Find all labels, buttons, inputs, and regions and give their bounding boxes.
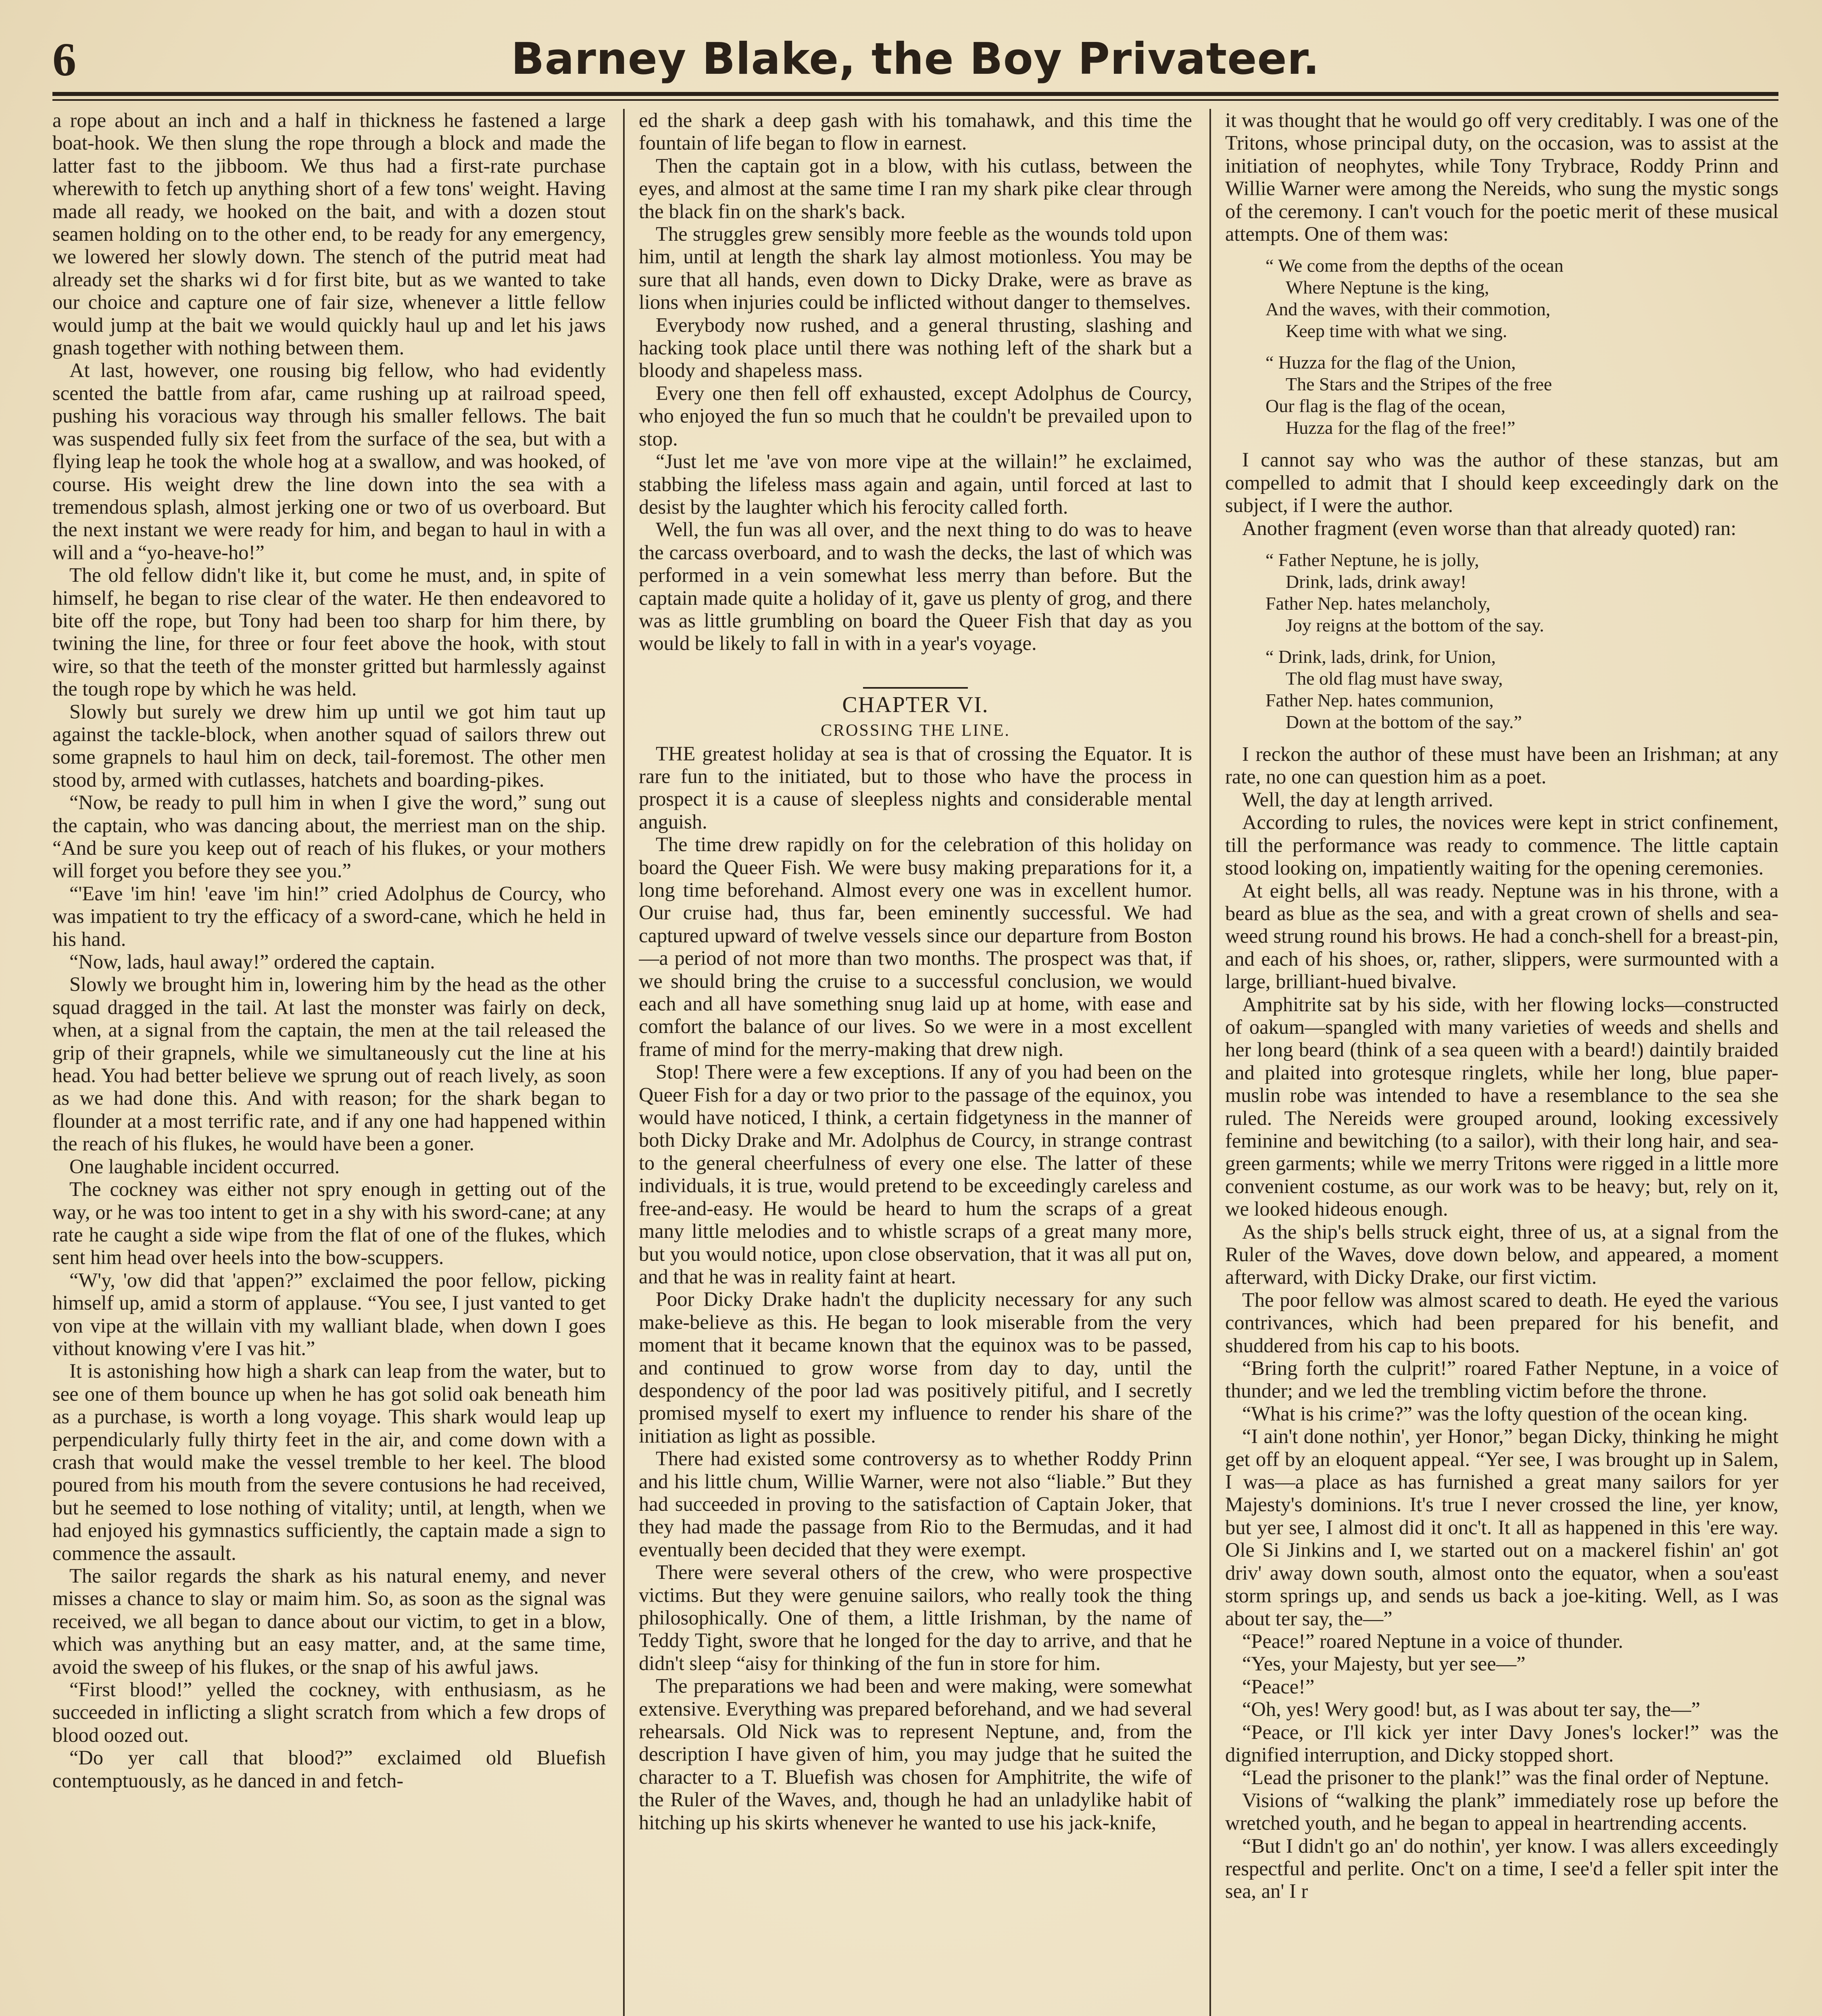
verse-line: Father Nep. hates melancholy, (1265, 593, 1491, 614)
paragraph: The time drew rapidly on for the celebration of this holiday on board the Queer Fish. We were busy making preparations for it, a long time beforehand. Almost every one was in excellent humor. Our cruise had, thus far, been eminently successful. We had captured upward of twelve vessels since our departure from Boston—a period of not more than two months. The prospect was that, if we should bring the cruise to a successful conclusion, we would each and all have something snug laid up at home, with ease and comfort the balance of our lives. So we were in a most excellent frame of mind for the merry-making that drew nigh. (639, 833, 1192, 1060)
paragraph: “Do yer call that blood?” exclaimed old Bluefish contemptuously, as he danced in and fetch- (52, 1746, 606, 1792)
verse (1265, 646, 1778, 733)
paragraph: “Peace!” (1242, 1675, 1315, 1698)
paragraph: “Just let me 'ave von more vipe at the willain!” he exclaimed, stabbing the lifeless mass again and again, until forced at last to desist by the laughter which his ferocity called forth. (639, 450, 1192, 518)
paragraph: Every one then fell off exhausted, except Adolphus de Courcy, who enjoyed the fun so much that he couldn't be prevailed upon to stop. (639, 381, 1192, 450)
column-3 (1225, 109, 1778, 2016)
verse (1265, 352, 1778, 439)
paragraph: I reckon the author of these must have been an Irishman; at any rate, no one can question him as a poet. (1225, 743, 1778, 788)
paragraph: “What is his crime?” was the lofty question of the ocean king. (1242, 1402, 1748, 1425)
verse-line: The Stars and the Stripes of the free (1286, 374, 1552, 395)
verse-line: “ Drink, lads, drink, for Union, (1265, 646, 1496, 667)
chapter-subtitle: CROSSING THE LINE. (821, 721, 1010, 740)
verse-line: Our flag is the flag of the ocean, (1265, 396, 1506, 417)
paragraph: “Peace, or I'll kick yer inter Davy Jones's locker!” was the dignified interruption, and Dicky stopped short. (1225, 1720, 1778, 1766)
paragraph: Slowly we brought him in, lowering him by the head as the other squad dragged in the tail. At last the monster was fairly on deck, when, at a signal from the captain, the men at the tail released the grip of their grapnels, while we simultaneously cut the line at his head. You had better believe we sprung out of reach lively, as soon as we had done this. And with reason; for the shark began to flounder at a most terrific rate, and if any one had happened within the reach of his flukes, he would have been a goner. (52, 973, 606, 1155)
paragraph: “'Eave 'im hin! 'eave 'im hin!” cried Adolphus de Courcy, who was impatient to try the efficacy of a sword-cane, which he held in his hand. (52, 882, 606, 950)
paragraph: Everybody now rushed, and a general thrusting, slashing and hacking took place until there was nothing left of the shark but a bloody and shapeless mass. (639, 313, 1192, 382)
paragraph: The poor fellow was almost scared to death. He eyed the various contrivances, which had been prepared for his benefit, and shuddered from his cap to his boots. (1225, 1288, 1778, 1357)
paragraph: There had existed some controversy as to whether Roddy Prinn and his little chum, Willie Warner, were not also “liable.” But they had succeeded in proving to the satisfaction of Captain Joker, that they had made the passage from Rio to the Bermudas, and it had eventually been decided that they were exempt. (639, 1447, 1192, 1561)
paragraph: “Now, lads, haul away!” ordered the captain. (69, 950, 435, 973)
running-title: Barney Blake, the Boy Privateer. (511, 34, 1320, 84)
paragraph: It is astonishing how high a shark can leap from the water, but to see one of them bounce up when he has got solid oak beneath him as a purchase, is worth a long voyage. This shark would leap up perpendicularly fully thirty feet in the air, and come down with a crash that would make the vessel tremble to her keel. The blood poured from his mouth from the severe contusions he had received, but he seemed to lose nothing of vitality; until, at length, when we had enjoyed his gymnastics sufficiently, the captain made a sign to commence the assault. (52, 1360, 606, 1564)
paragraph: THE greatest holiday at sea is that of crossing the Equator. It is rare fun to the initiated, but to those who have the process in prospect it is a cause of sleepless nights and considerable mental anguish. (639, 742, 1192, 833)
paragraph: The preparations we had been and were making, were somewhat extensive. Everything was prepared beforehand, and we had several rehearsals. Old Nick was to represent Neptune, and, from the description I have given of him, you may judge that he suited the character to a T. Bluefish was chosen for Amphitrite, the wife of the Ruler of the Waves, and, though he had an unladylike habit of hitching up his skirts whenever he wanted to use his jack-knife, (639, 1674, 1192, 1834)
chapter-rule (863, 687, 968, 689)
paragraph: Then the captain got in a blow, with his cutlass, between the eyes, and almost at the same time I ran my shark pike clear through the black fin on the shark's back. (639, 154, 1192, 223)
paragraph: Amphitrite sat by his side, with her flowing locks—constructed of oakum—spangled with many varieties of weeds and shells and her long beard (think of a sea queen with a beard!) daintily braided and plaited into grotesque ringlets, while her long, blue paper-muslin robe was intended to have a resemblance to the sea she ruled. The Nereids were grouped around, looking excessively feminine and bewitching (to a sailor), with their long hair, and sea-green garments; while we merry Tritons were rigged in a little more convenient costume, as our work was to be heavy; but, rely on it, we looked hideous enough. (1225, 993, 1778, 1220)
verse-line: Father Nep. hates communion, (1265, 690, 1494, 711)
verse-line: “ Father Neptune, he is jolly, (1265, 550, 1479, 571)
text-columns (52, 109, 1778, 2016)
verse (1265, 255, 1778, 342)
paragraph: “Lead the prisoner to the plank!” was the final order of Neptune. (1242, 1766, 1769, 1789)
paragraph: As the ship's bells struck eight, three of us, at a signal from the Ruler of the Waves, dove down below, and appeared, a moment afterward, with Dicky Drake, our first victim. (1225, 1220, 1778, 1289)
page-header (52, 28, 1778, 93)
header-rule-thin (52, 99, 1778, 101)
paragraph: At eight bells, all was ready. Neptune was in his throne, with a beard as blue as the sea, and with a great crown of shells and sea-weed strung round his brows. He had a conch-shell for a breast-pin, and each of his shoes, or, rather, slippers, were surmounted with a large, brilliant-hued bivalve. (1225, 879, 1778, 993)
paragraph: a rope about an inch and a half in thickness he fastened a large boat-hook. We then slung the rope through a block and made the latter fast to the jibboom. We thus had a first-rate purchase wherewith to fetch up anything short of a few tons' weight. Having made all ready, we hooked on the bait, and with a dozen stout seamen holding on to the other end, to be ready for any emergency, we lowered her slowly down. The stench of the putrid meat had already set the sharks wi d for first bite, but as we wanted to take our choice and capture one of fair size, whenever a little fellow would jump at the bait we would quickly haul up and let his jaws gnash together with nothing between them. (52, 109, 606, 359)
paragraph: The struggles grew sensibly more feeble as the wounds told upon him, until at length the shark lay almost motionless. You may be sure that all hands, even down to Dicky Drake, were as brave as lions when injuries could be inflicted without danger to themselves. (639, 223, 1192, 314)
chapter-heading (639, 687, 1192, 742)
verse-line: Joy reigns at the bottom of the say. (1286, 615, 1544, 636)
paragraph: Well, the fun was all over, and the next thing to do was to heave the carcass overboard, and to wash the decks, the last of which was performed in a vein somewhat less merry than before. But the captain made quite a holiday of it, gave us plenty of grog, and there was as little grumbling on board the Queer Fish that day as you would be likely to fall in with in a year's voyage. (639, 518, 1192, 655)
paragraph: I cannot say who was the author of these stanzas, but am compelled to admit that I should keep exceedingly dark on the subject, if I were the author. (1225, 448, 1778, 517)
page-number: 6 (52, 33, 76, 86)
paragraph: Slowly but surely we drew him up until we got him taut up against the tackle-block, when another squad of sailors threw out some grapnels to haul him on deck, tail-foremost. The other men stood by, armed with cutlasses, hatchets and boarding-pikes. (52, 700, 606, 791)
paragraph: At last, however, one rousing big fellow, who had evidently scented the battle from afar, came rushing up at railroad speed, pushing his voracious way through his smaller fellows. The bait was suspended fully six feet from the surface of the sea, but with a flying leap he took the whole hog at a swallow, and was hooked, of course. His weight drew the line down into the sea with a tremendous splash, almost jerking one or two of us overboard. But the next instant we were ready for him, and began to haul in with a will and a “yo-heave-ho!” (52, 359, 606, 564)
verse-line: “ Huzza for the flag of the Union, (1265, 352, 1516, 373)
paragraph: “Oh, yes! Wery good! but, as I was about ter say, the—” (1242, 1698, 1701, 1721)
column-1 (52, 109, 606, 2016)
paragraph: it was thought that he would go off very creditably. I was one of the Tritons, whose principal duty, on the occasion, was to assist at the initiation of neophytes, while Tony Trybrace, Roddy Prinn and Willie Warner were among the Nereids, who sung the mystic songs of the ceremony. I can't vouch for the poetic merit of these musical attempts. One of them was: (1225, 109, 1778, 246)
paragraph: Another fragment (even worse than that already quoted) ran: (1242, 516, 1737, 539)
paragraph: ed the shark a deep gash with his tomahawk, and this time the fountain of life began to flow in earnest. (639, 109, 1192, 154)
verse-line: Huzza for the flag of the free!” (1286, 417, 1516, 438)
verse (1265, 549, 1778, 636)
chapter-title: CHAPTER VI. (842, 692, 989, 717)
paragraph: Stop! There were a few exceptions. If any of you had been on the Queer Fish for a day or two prior to the passage of the equinox, you would have noticed, I think, a certain fidgetyness in the manner of both Dicky Drake and Mr. Adolphus de Courcy, in strange contrast to the general cheerfulness of every one else. The latter of these individuals, it is true, would pretend to be exceedingly careless and free-and-easy. He would be heard to hum the scraps of a great many little melodies and to whistle scraps of a great many more, but you would notice, upon close observation, that it was all put on, and that he was in reality faint at heart. (639, 1060, 1192, 1288)
paragraph: “Bring forth the culprit!” roared Father Neptune, in a voice of thunder; and we led the trembling victim before the throne. (1225, 1357, 1778, 1402)
verse-line: Drink, lads, drink away! (1286, 571, 1467, 592)
paragraph: One laughable incident occurred. (69, 1155, 340, 1178)
paragraph: “Now, be ready to pull him in when I give the word,” sung out the captain, who was dancing about, the merriest man on the ship. “And be sure you keep out of reach of his flukes, or your mothers will forget you before they see you.” (52, 791, 606, 882)
paragraph: “Yes, your Majesty, but yer see—” (1242, 1652, 1526, 1675)
verse-line: The old flag must have sway, (1286, 668, 1503, 689)
paragraph: According to rules, the novices were kept in strict confinement, till the performance was ready to commence. The little captain stood looking on, impatiently waiting for the opening ceremonies. (1225, 811, 1778, 879)
paragraph: “W'y, 'ow did that 'appen?” exclaimed the poor fellow, picking himself up, amid a storm of applause. “You see, I just vanted to get von vipe at the willain vith my walliant blade, when down I goes vithout knowing v'ere I vas hit.” (52, 1268, 606, 1360)
paragraph: The sailor regards the shark as his natural enemy, and never misses a chance to slay or maim him. So, as soon as the signal was received, we all began to dance about our victim, to get in a blow, which was anything but an easy matter, and, at the same time, avoid the sweep of his flukes, or the snap of his awful jaws. (52, 1564, 606, 1678)
verse-line: “ We come from the depths of the ocean (1265, 255, 1564, 276)
paragraph: “Peace!” roared Neptune in a voice of thunder. (1242, 1629, 1624, 1652)
paragraph: Visions of “walking the plank” immediately rose up before the wretched youth, and he began to appeal in heartrending accents. (1225, 1789, 1778, 1835)
paragraph: Well, the day at length arrived. (1242, 788, 1493, 811)
verse-line: Keep time with what we sing. (1286, 321, 1507, 342)
verse-line: And the waves, with their commotion, (1265, 299, 1551, 320)
verse-line: Down at the bottom of the say.” (1286, 712, 1522, 733)
paragraph: The old fellow didn't like it, but come he must, and, in spite of himself, he began to rise clear of the water. He then endeavored to bite off the rope, but Tony had been too sharp for him there, by twining the line, for three or four feet above the hook, with stout wire, so that the teeth of the monster gritted but harmlessly against the tough rope by which he was held. (52, 564, 606, 700)
paragraph: “I ain't done nothin', yer Honor,” began Dicky, thinking he might get off by an eloquent appeal. “Yer see, I was brought up in Salem, I was—a place as has furnished a great many sailors for yer Majesty's dominions. It's true I never crossed the line, yer know, but yer see, I almost did it onc't. It all as happened in this 'ere way. Ole Si Jinkins and I, we started out on a mackerel fishin' an' got driv' away down south, almost onto the equator, when a sou'east storm springs up, and sends us back a joe-kiting. Well, as I was about ter say, the—” (1225, 1425, 1778, 1630)
paragraph: “But I didn't go an' do nothin', yer know. I was allers exceedingly respectful and perlite. Onc't on a time, I see'd a feller spit inter the sea, an' I r (1225, 1834, 1778, 1903)
verse-line: Where Neptune is the king, (1286, 277, 1489, 298)
paragraph: “First blood!” yelled the cockney, with enthusiasm, as he succeeded in inflicting a slight scratch from which a few drops of blood oozed out. (52, 1678, 606, 1746)
paragraph: There were several others of the crew, who were prospective victims. But they were genuine sailors, who really took the thing philosophically. One of them, a little Irishman, by the name of Teddy Tight, swore that he longed for the day to arrive, and that he didn't sleep “aisy for thinking of the fun in store for him. (639, 1561, 1192, 1674)
paragraph: Poor Dicky Drake hadn't the duplicity necessary for any such make-believe as this. He began to look miserable from the very moment that it became known that the equinox was to be passed, and continued to grow worse from day to day, until the despondency of the poor lad was positively pitiful, and I secretly promised myself to exert my influence to render his share of the initiation as light as possible. (639, 1288, 1192, 1447)
header-rule (52, 92, 1778, 96)
column-2 (639, 109, 1192, 2016)
paragraph: The cockney was either not spry enough in getting out of the way, or he was too intent to get in a shy with his sword-cane; at any rate he caught a side wipe from the flat of one of the flukes, which sent him head over heels into the bow-scuppers. (52, 1178, 606, 1269)
